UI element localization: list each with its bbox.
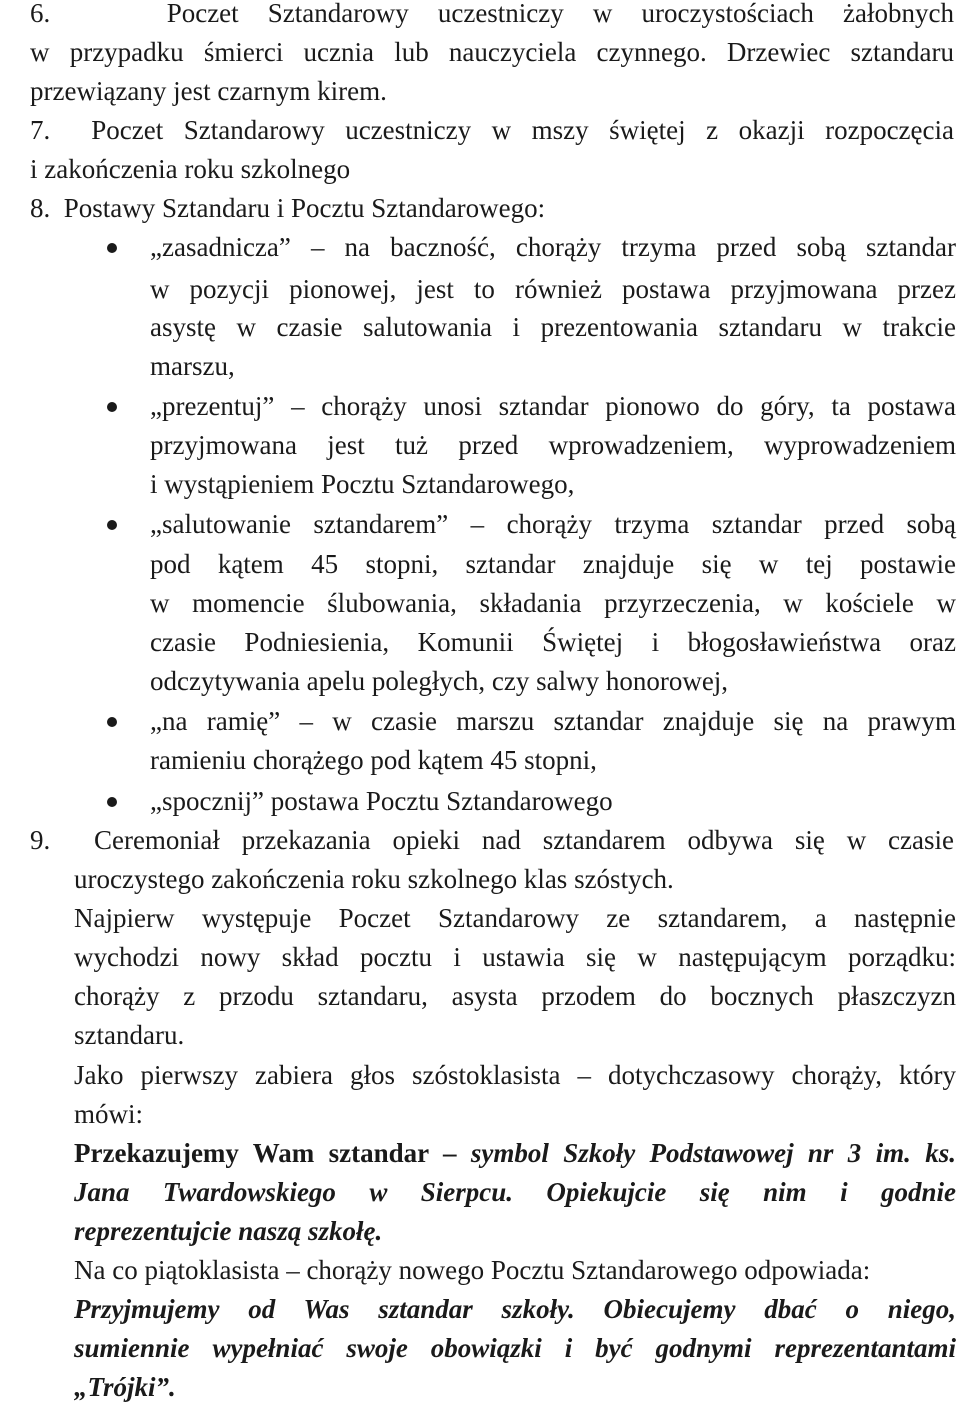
paragraph-1-line-2: wychodzi nowy skład pocztu i ustawia się w następującym porządku: [74,942,956,972]
bullet-3-line-3: w momencie ślubowania, składania przyrzeczenia, w kościele w [150,588,956,618]
quote-1-line-2: Jana Twardowskiego w Sierpcu. Opiekujcie się nim i godnie [74,1177,956,1207]
bullet-icon [107,402,117,412]
bullet-4-line-2: ramieniu chorążego pod kątem 45 stopni, [150,745,597,775]
bullet-icon [107,797,117,807]
bullet-4-line-1: „na ramię” – w czasie marszu sztandar znajduje się na prawym [150,706,956,736]
bullet-3-line-5: odczytywania apelu poległych, czy salwy honorowej, [150,666,729,696]
quote-1-line-3: reprezentujcie naszą szkołę. [74,1216,383,1246]
quote-2-line-3: „Trójki”. [74,1372,176,1402]
bullet-5-line-1: „spocznij” postawa Pocztu Sztandarowego [150,786,613,816]
paragraph-1-line-4: sztandaru. [74,1020,185,1050]
paragraph-2-line-2: mówi: [74,1099,144,1129]
item-9-line-2: uroczystego zakończenia roku szkolnego klas szóstych. [74,864,674,894]
quote-2-line-2: sumiennie wypełniać swoje obowiązki i być godnymi reprezentantami [74,1333,956,1363]
item-7-line-2: i zakończenia roku szkolnego [30,154,351,184]
bullet-2-line-3: i wystąpieniem Pocztu Sztandarowego, [150,469,575,499]
bullet-2-line-2: przyjmowana jest tuż przed wprowadzeniem, wyprowadzeniem [150,430,956,460]
bullet-icon [107,520,117,530]
paragraph-3-line-1: Na co piątoklasista – chorąży nowego Pocztu Sztandarowego odpowiada: [74,1255,871,1285]
bullet-3-line-4: czasie Podniesienia, Komunii Świętej i błogosławieństwa oraz [150,627,956,657]
bullet-3-line-2: pod kątem 45 stopni, sztandar znajduje się w tej postawie [150,549,956,579]
bullet-1-line-2: w pozycji pionowej, jest to również postawa przyjmowana przez [150,274,956,304]
item-6-line-1: 6. Poczet Sztandarowy uczestniczy w uroczystościach żałobnych [30,0,954,28]
bullet-2-line-1: „prezentuj” – chorąży unosi sztandar pionowo do góry, ta postawa [150,391,956,421]
item-9-line-1: 9. Ceremoniał przekazania opieki nad sztandarem odbywa się w czasie [30,825,954,855]
paragraph-2-line-1: Jako pierwszy zabiera głos szóstoklasista – dotychczasowy chorąży, który [74,1060,956,1090]
bullet-icon [107,243,117,253]
item-6-line-2: w przypadku śmierci ucznia lub nauczyciela czynnego. Drzewiec sztandaru [30,37,954,67]
quote-2-line-1: Przyjmujemy od Was sztandar szkoły. Obiecujemy dbać o niego, [74,1294,956,1324]
bullet-1-line-4: marszu, [150,351,235,381]
bullet-1-line-3: asystę w czasie salutowania i prezentowania sztandaru w trakcie [150,312,956,342]
item-8-heading: 8. Postawy Sztandaru i Pocztu Sztandarowego: [30,193,546,223]
quote-1-italic-part: symbol Szkoły Podstawowej nr 3 im. ks. [470,1138,957,1168]
item-6-line-3: przewiązany jest czarnym kirem. [30,76,387,106]
bullet-icon [107,717,117,727]
quote-1-line-1 [74,1134,956,1173]
paragraph-1-line-3: chorąży z przodu sztandaru, asysta przodem do bocznych płaszczyzn [74,981,956,1011]
item-7-line-1: 7. Poczet Sztandarowy uczestniczy w mszy świętej z okazji rozpoczęcia [30,115,954,145]
bullet-3-line-1: „salutowanie sztandarem” – chorąży trzyma sztandar przed sobą [150,509,956,539]
bullet-1-line-1: „zasadnicza” – na baczność, chorąży trzyma przed sobą sztandar [150,232,956,262]
paragraph-1-line-1: Najpierw występuje Poczet Sztandarowy ze sztandarem, a następnie [74,903,956,933]
quote-1-bold-part: Przekazujemy Wam sztandar – [74,1138,471,1168]
